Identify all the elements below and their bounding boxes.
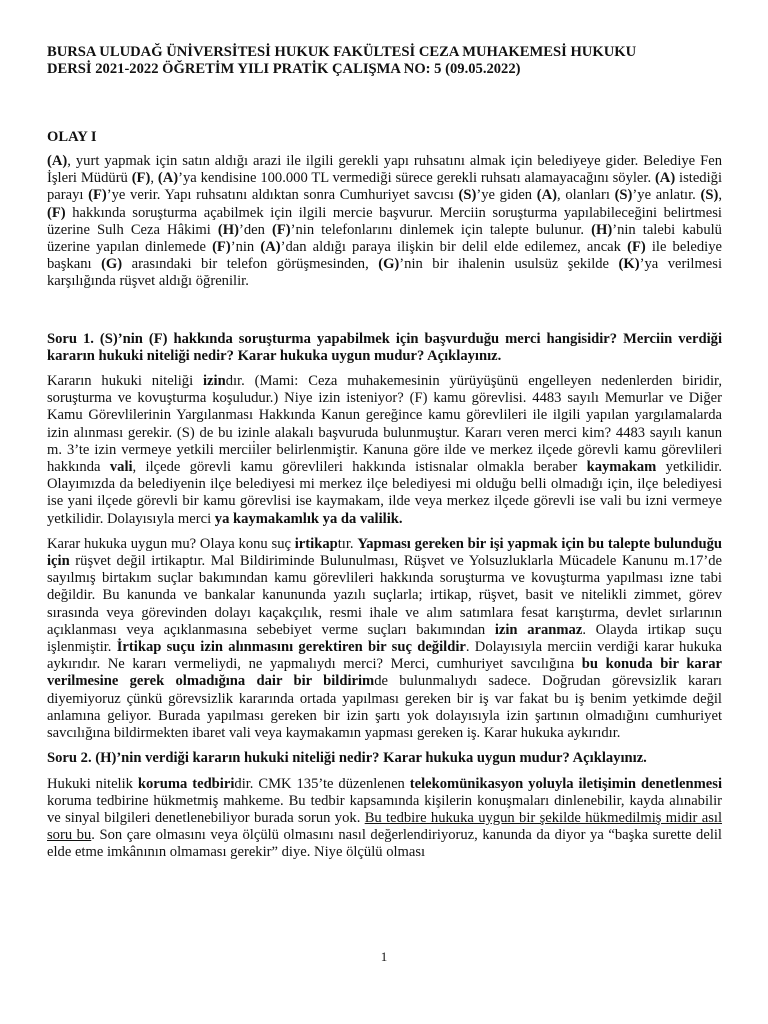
document-title [47, 44, 722, 78]
section-heading-olay: OLAY I [47, 129, 97, 145]
title-line-2: DERSİ 2021-2022 ÖĞRETİM YILI PRATİK ÇALIŞMA NO: 5 (09.05.2022) [47, 61, 521, 77]
answer-1-paragraph-1: Kararın hukuki niteliği izindır. (Mami: Ceza muhakemesinin yürüyüşünü engelleyen nedenlerden biridir, soruşturma ve kovuşturma koşuludur.) Niye izin isteniyor? (F) kamu görevlisi. 4483 sayılı Memurlar ve Diğer Kamu Görevlilerinin Yargılanması Hakkında Kanun gereğince kamu görevlileri ile ilgili yapılan yargılamalarda izin alınması gerekir. (S) de bu izinle alakalı başvuruda bulunmuştur. Kararı veren merci kim? 4483 sayılı kanun m. 3’te izin vermeye yetkili mercii̇ler belirlenmiştir. Kanuna göre ilde ve merkez ilçede görevli kamu görevlileri hakkında vali, ilçede görevli kamu görevlileri hakkında istisnalar olmakla beraber kaymakam yetkilidir. Olayımızda da belediyenin ilçe belediyesi mi merkez ilçe belediyesi mi olduğu belli olmadığı için, ilçe belediyesi ise yani ilçede görevli bir kamu görevlisi ise kaymakam, ilde veya merkez ilçede görevli ise vali bu izni vermeye yetkilidir. Dolayısıyla merci ya kaymakamlık ya da valilik. [47, 373, 722, 527]
case-facts-paragraph: (A), yurt yapmak için satın aldığı arazi ile ilgili gerekli yapı ruhsatını almak için belediyeye gider. Belediye Fen İşleri Müdürü (F), (A)’ya kendisine 100.000 TL vermediği sürece gerekli ruhsatı alamayacağını söyler. (A) istediği parayı (F)’ye verir. Yapı ruhsatını aldıktan sonra Cumhuriyet savcısı (S)’ye giden (A), olanları (S)’ye anlatır. (S), (F) hakkında soruşturma açabilmek için ilgili mercie başvurur. Merciin soruşturma yapılabileceğini belirtmesi üzerine Sulh Ceza Hâkimi (H)’den (F)’nin telefonlarını dinlemek için talepte bulunur. (H)’nin talebi kabulü üzerine yapılan dinlemede (F)’nin (A)’dan aldığı paraya ilişkin bir delil elde edilemez, ancak (F) ile belediye başkanı (G) arasındaki bir telefon görüşmesinden, (G)’nin bir ihalenin usulsüz şekilde (K)’ya verilmesi karşılığında rüşvet aldığı öğrenilir. [47, 153, 723, 290]
page-number: 1 [380, 949, 388, 964]
title-line-1: BURSA ULUDAĞ ÜNİVERSİTESİ HUKUK FAKÜLTESİ CEZA MUHAKEMESİ HUKUKU [47, 44, 637, 60]
answer-2-paragraph-1: Hukuki nitelik koruma tedbiridir. CMK 135’te düzenlenen telekomünikasyon yoluyla iletişimin denetlenmesi koruma tedbirine hükmetmiş mahkeme. Bu tedbir kapsamında kişilerin konuşmaları dinlenebilir, kayda alınabilir ve sinyal bilgileri denetlenebiliyor burada sorun yok. Bu tedbire hukuka uygun bir şekilde hükmedilmiş midir asıl soru bu. Son çare olmasını veya ölçülü olmasını nasıl değerlendiriyoruz, kanunda da diyor ya “başka surette delil elde etme imkânının olmaması gerekir” diye. Niye ölçülü olması [47, 775, 723, 861]
answer-1-paragraph-2: Karar hukuka uygun mu? Olaya konu suç irtikaptır. Yapması gereken bir işi yapmak için bu talepte bulunduğu için rüşvet değil irtikaptır. Mal Bildiriminde Bulunulması, Rüşvet ve Yolsuzluklarla Mücadele Kanunu m.17’de sayılmış birtakım suçlar bakımından kamu görevlileri hakkında soruşturma ve kovuşturma yapılması izne tabi değildir. Bu kanunda ve bankalar kanununda yazılı suçlarla; irtikap, rüşvet, basit ve nitelikli zimmet, görev sırasında veya görevinden dolayı kaçakçılık, resmi ihale ve alım satımlara fesat karıştırma, devlet sırlarının açıklanması veya açıklanmasına sebebiyet verme suçları bakımından izin aranmaz. Olayda irtikap suçu işlenmiştir. İrtikap suçu izin alınmasını gerektiren bir suç değildir. Dolayısıyla merciin verdiği karar hukuka aykırıdır. Ne kararı vermeliydi, ne yapmalıydı merci? Merci, cumhuriyet savcılığına bu konuda bir karar verilmesine gerek olmadığına dair bir bildirimde bulunmalıydı sadece. Doğrudan görevsizlik kararı diyemiyoruz çünkü görevsizlik kararında ortada yapılması gereken bir iş var fakat bu iş benim yetkimde değil anlamına geliyor. Burada yapılması gereken bir izin şartı yok dolayısıyla izin şartının olmadığını cumhuriyet savcılığına bildirmekten ibaret vali veya kaymakamın yapması gereken iş. Karar hukuka aykırıdır. [47, 535, 723, 742]
question-1: Soru 1. (S)’nin (F) hakkında soruşturma yapabilmek için başvurduğu merci hangisidir? Merciin verdiği kararın hukuki niteliği nedir? Karar hukuka uygun mudur? Açıklayınız. [47, 330, 722, 364]
document-body [47, 44, 722, 862]
question-2: Soru 2. (H)’nin verdiği kararın hukuki niteliği nedir? Karar hukuka uygun mudur? Açıklayınız. [47, 750, 647, 767]
